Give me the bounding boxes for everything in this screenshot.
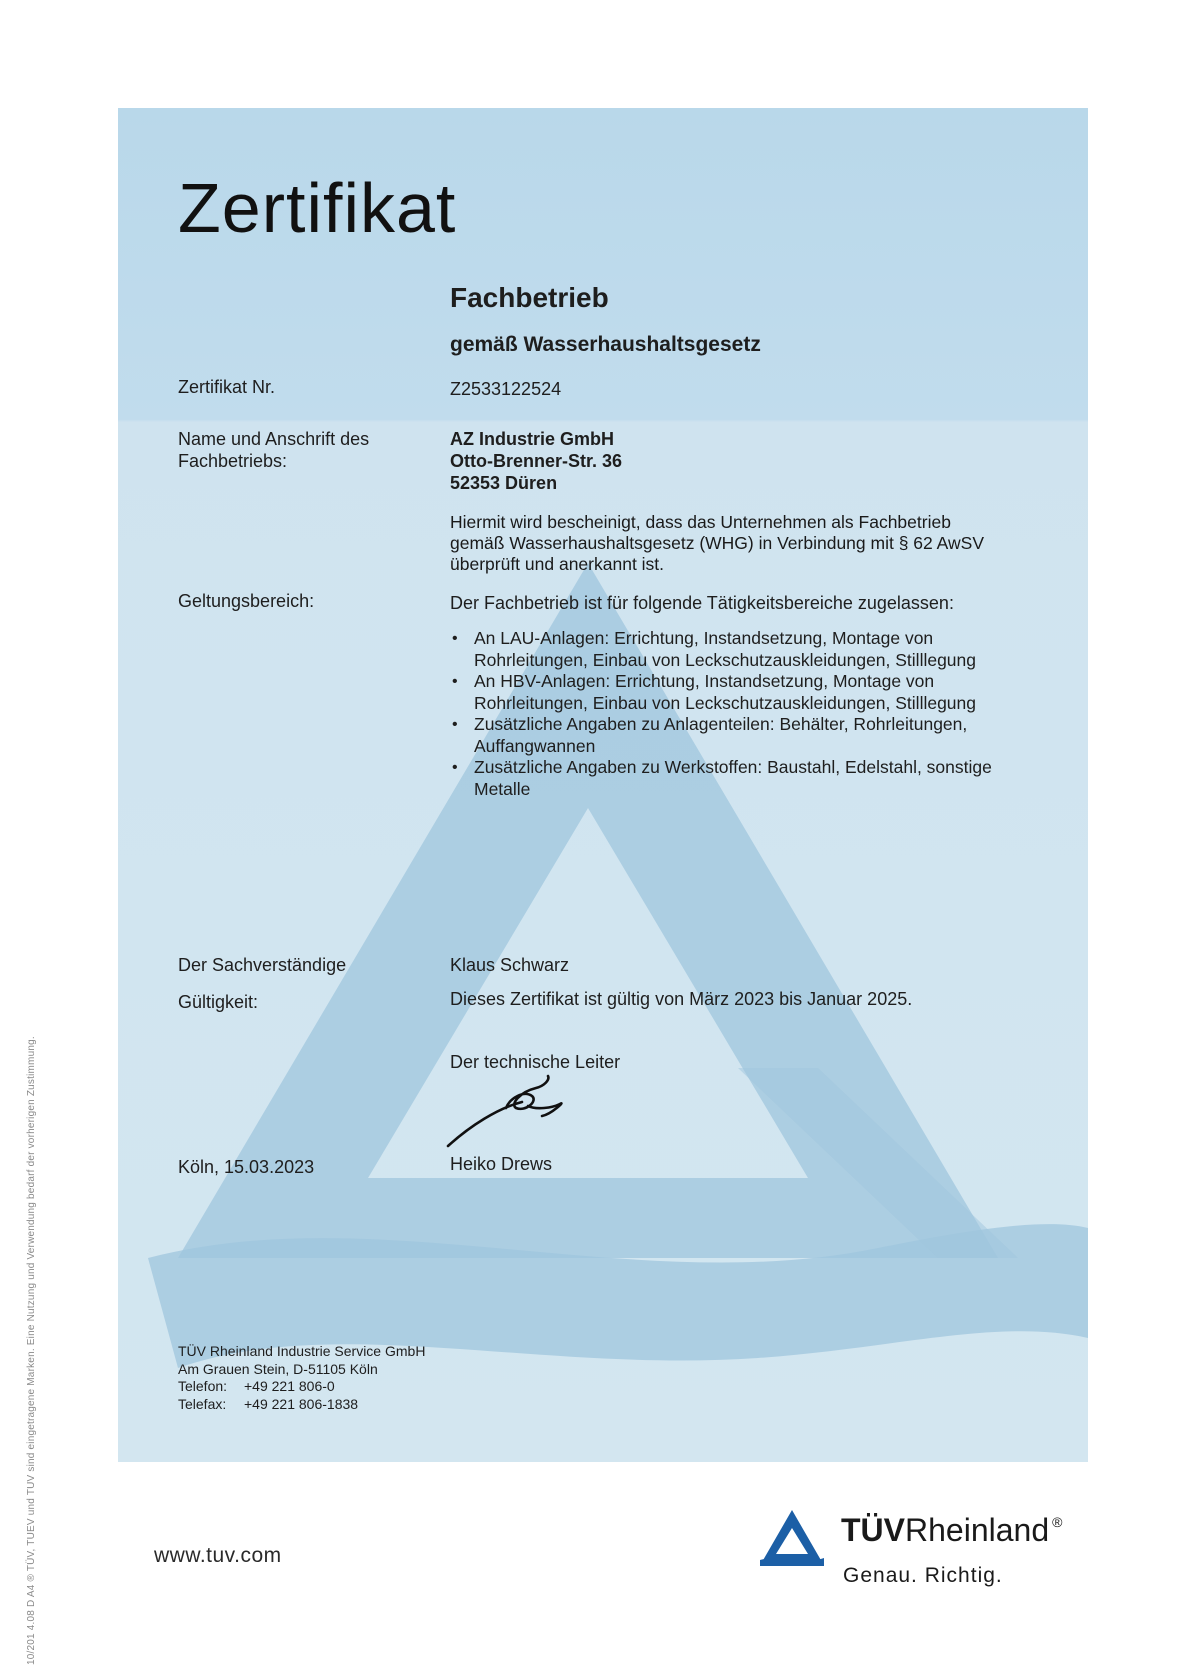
certificate-number-label: Zertifikat Nr. bbox=[178, 377, 276, 397]
issuer-name: TÜV Rheinland Industrie Service GmbH bbox=[178, 1343, 426, 1359]
issuer-phone-label: Telefon: bbox=[178, 1378, 228, 1394]
tech-lead-label: Der technische Leiter bbox=[450, 1052, 621, 1072]
scope-item-materials: • Zusätzliche Angaben zu Werkstoffen: Baustahl, Edelstahl, sonstige Metalle bbox=[450, 757, 1050, 800]
scope-label: Geltungsbereich: bbox=[178, 591, 315, 611]
registered-mark: ® bbox=[1052, 1514, 1063, 1530]
certificate-heading: Fachbetrieb bbox=[450, 282, 609, 313]
issuer-street: Am Grauen Stein, D-51105 Köln bbox=[178, 1360, 378, 1377]
issuer-fax-label: Telefax: bbox=[178, 1395, 227, 1412]
scope-intro: Der Fachbetrieb ist für folgende Tätigkeitsbereiche zugelassen: bbox=[450, 593, 954, 613]
website-link[interactable]: www.tuv.com bbox=[154, 1544, 282, 1567]
holder-label-line-1: Name und Anschrift des bbox=[178, 429, 370, 449]
holder-label-line-2: Fachbetriebs: bbox=[178, 451, 288, 471]
scope-item-hbv: • An HBV-Anlagen: Errichtung, Instandsetzung, Montage von Rohrleitungen, Einbau von Leckschutzauskleidungen, Stilllegung bbox=[450, 671, 1050, 714]
issuer-fax-row bbox=[178, 1396, 425, 1414]
certificate-subheading: gemäß Wasserhaushaltsgesetz bbox=[450, 333, 761, 356]
holder-city: 52353 Düren bbox=[450, 473, 558, 493]
holder-address bbox=[450, 428, 622, 494]
tech-lead-name: Heiko Drews bbox=[450, 1154, 553, 1174]
scope-item-components: • Zusätzliche Angaben zu Anlagenteilen: Behälter, Rohrleitungen, Auffangwannen bbox=[450, 714, 1050, 757]
scope-list bbox=[450, 628, 1050, 800]
place-date: Köln, 15.03.2023 bbox=[178, 1157, 315, 1177]
certificate-title: Zertifikat bbox=[178, 169, 457, 247]
issuer-address-block bbox=[178, 1343, 425, 1413]
issuer-phone-row bbox=[178, 1378, 425, 1396]
certificate-statement: Hiermit wird bescheinigt, dass das Unternehmen als Fachbetrieb gemäß Wasserhaushaltsgesetz (WHG) in Verbindung mit § 62 AwSV überprüft und anerkannt ist. bbox=[450, 512, 984, 574]
tuv-triangle-logo-icon bbox=[760, 1508, 824, 1566]
handwritten-signature-icon bbox=[440, 1068, 600, 1148]
issuer-phone: +49 221 806-0 bbox=[244, 1378, 335, 1394]
holder-street: Otto-Brenner-Str. 36 bbox=[450, 451, 623, 471]
scope-item-lau: • An LAU-Anlagen: Errichtung, Instandsetzung, Montage von Rohrleitungen, Einbau von Leckschutzauskleidungen, Stilllegung bbox=[450, 628, 1050, 671]
certificate-number: Z2533122524 bbox=[450, 379, 562, 399]
side-legal-note: 10/201 4.08 D A4 ® TÜV, TUEV und TUV sind eingetragene Marken. Eine Nutzung und Verwendung bedarf der vorherigen Zustimmung. bbox=[26, 1036, 37, 1665]
brand-rest: Rheinland bbox=[905, 1512, 1050, 1548]
expert-label: Der Sachverständige bbox=[178, 955, 347, 975]
brand-wordmark bbox=[841, 1512, 1062, 1549]
holder-label bbox=[178, 428, 369, 472]
brand-bold: TÜV bbox=[841, 1512, 905, 1548]
validity-label: Gültigkeit: bbox=[178, 992, 259, 1012]
validity-value: Dieses Zertifikat ist gültig von März 2023 bis Januar 2025. bbox=[450, 989, 913, 1009]
brand-slogan: Genau. Richtig. bbox=[843, 1564, 1003, 1587]
holder-name: AZ Industrie GmbH bbox=[450, 429, 615, 449]
issuer-fax: +49 221 806-1838 bbox=[244, 1395, 359, 1412]
expert-name: Klaus Schwarz bbox=[450, 955, 570, 975]
